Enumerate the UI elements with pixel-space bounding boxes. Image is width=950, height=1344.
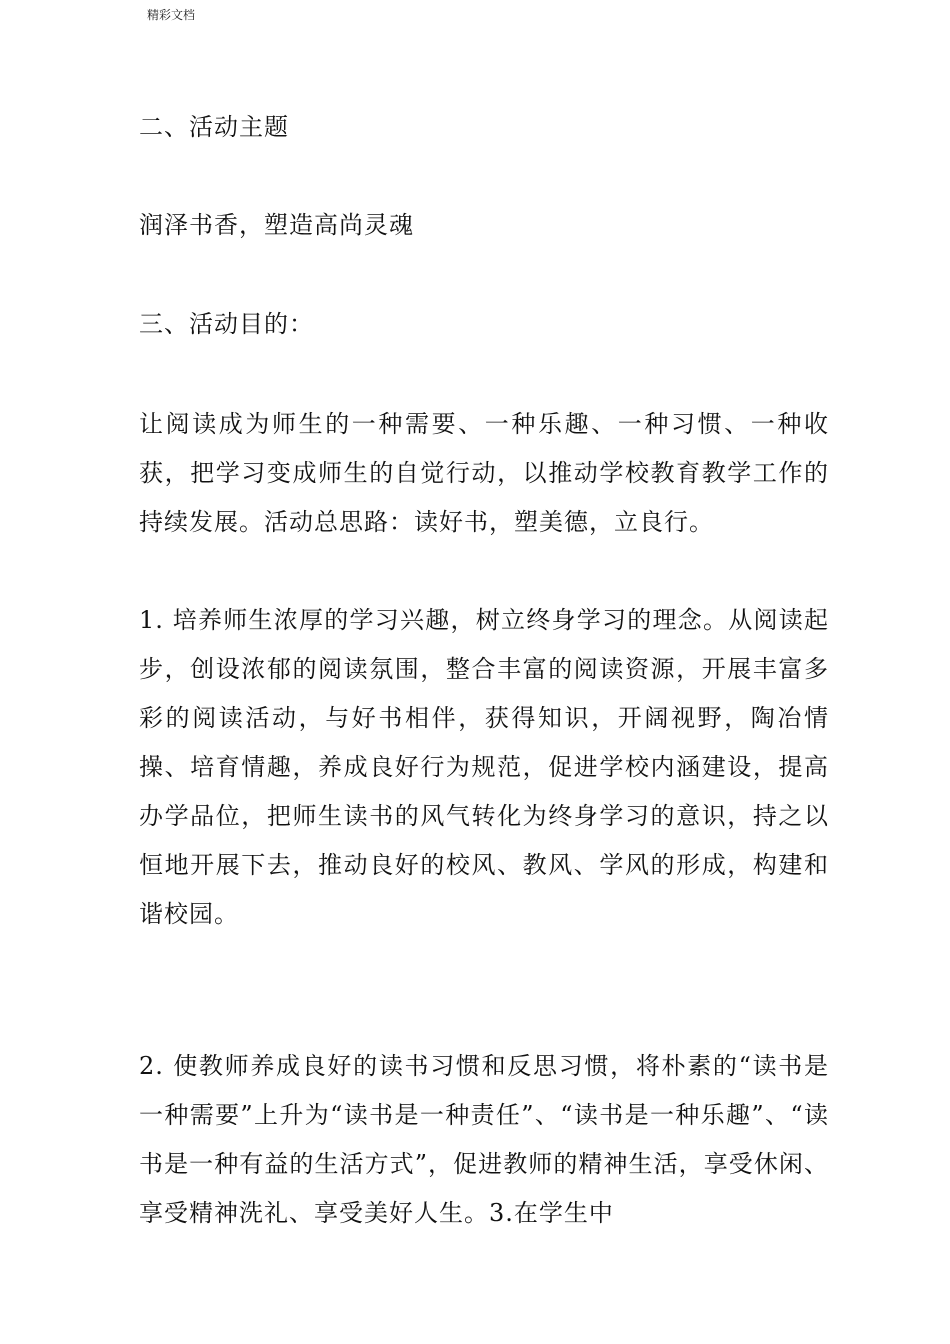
header-mark: 精彩文档: [147, 8, 196, 22]
item-2-paragraph: 2. 使教师养成良好的读书习惯和反思习惯，将朴素的“读书是一种需要”上升为“读书是一种责任”、“读书是一种乐趣”、“读书是一种有益的生活方式”，促进教师的精神生活，享受休闲、享受精神洗礼、享受美好人生。3.在学生中: [139, 1052, 829, 1227]
purpose-heading: 三、活动目的：: [139, 310, 314, 338]
theme-text: 润泽书香，塑造高尚灵魂: [139, 211, 414, 239]
theme-heading: 二、活动主题: [139, 113, 289, 141]
intro-paragraph: 让阅读成为师生的一种需要、一种乐趣、一种习惯、一种收获，把学习变成师生的自觉行动，以推动学校教育教学工作的持续发展。活动总思路：读好书，塑美德，立良行。: [139, 410, 829, 536]
item-1-paragraph: 1. 培养师生浓厚的学习兴趣，树立终身学习的理念。从阅读起步，创设浓郁的阅读氛围，整合丰富的阅读资源，开展丰富多彩的阅读活动，与好书相伴，获得知识，开阔视野，陶冶情操、培育情趣，养成良好行为规范，促进学校内涵建设，提高办学品位，把师生读书的风气转化为终身学习的意识，持之以恒地开展下去，推动良好的校风、教风、学风的形成，构建和谐校园。: [139, 606, 829, 928]
